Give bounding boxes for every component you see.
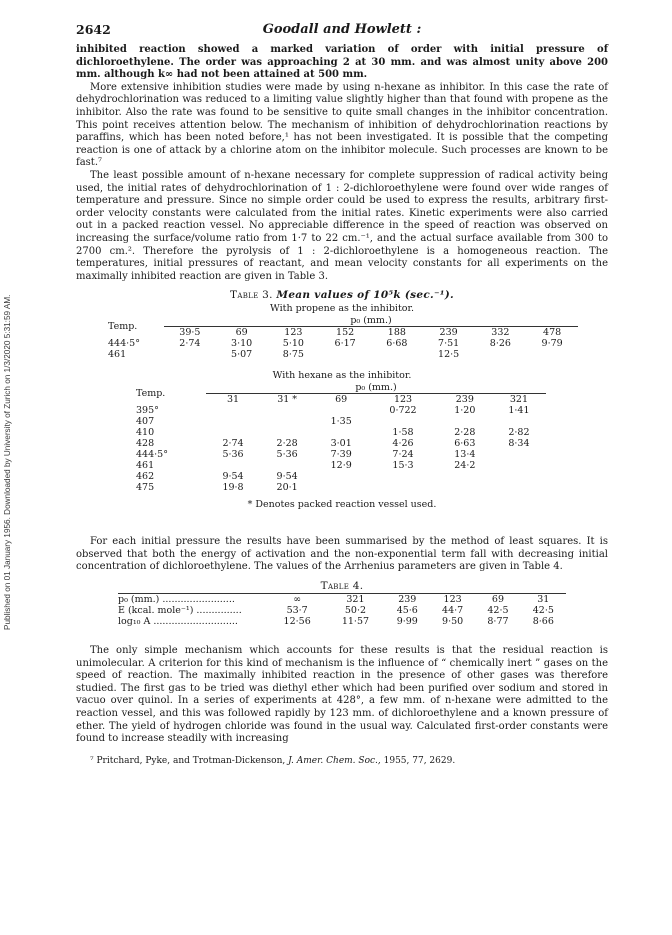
column-header: 321 — [509, 394, 528, 406]
table-4-name: Table 4. — [320, 580, 364, 593]
table-cell: 1·58 — [392, 427, 414, 439]
table-cell: 3·01 — [330, 438, 352, 450]
table-cell: 123 — [443, 594, 462, 606]
table-row — [136, 482, 546, 493]
table-3-description: Mean values of 10⁵k (sec.⁻¹). — [276, 289, 454, 302]
row-temperature: 410 — [136, 427, 155, 439]
table-cell: 9·79 — [541, 338, 563, 350]
table-cell: 20·1 — [276, 482, 298, 494]
table-3-caption — [76, 289, 608, 301]
table-cell: 12·5 — [438, 349, 460, 361]
paragraph-4: For each initial pressure the results have been summarised by the method of least squares. It is observed that both the energy of activation and the non-exponential term fall with decreasing initial concentration of dichloroethylene. The values of the Arrhenius parameters are given in Table 4. — [76, 536, 608, 573]
table-cell: 9·50 — [442, 616, 464, 628]
row-label: p₀ (mm.) ........................ — [118, 594, 235, 606]
table-3-name: Table 3. — [230, 289, 273, 302]
table-cell: 8·75 — [282, 349, 304, 361]
row-temperature: 462 — [136, 471, 155, 483]
table-cell: 6·17 — [334, 338, 356, 350]
table-cell — [319, 349, 371, 360]
footnote-journal: J. Amer. Chem. Soc., — [288, 755, 381, 766]
table-cell — [260, 416, 314, 427]
column-header: 31 * — [277, 394, 298, 406]
download-notice-text: Published on 01 January 1956. Downloaded by University of Zurich on 1/3/2020 5:31:59 AM. — [3, 294, 12, 630]
table-4 — [118, 593, 566, 627]
row-temperature: 444·5° — [136, 449, 168, 461]
table-cell: 8·34 — [508, 438, 530, 450]
table-3-hexane — [136, 382, 546, 493]
table-cell — [438, 482, 492, 493]
paper-page — [76, 22, 608, 766]
table-cell — [526, 349, 578, 360]
table-cell: 7·24 — [392, 449, 414, 461]
table-cell: 9·54 — [276, 471, 298, 483]
table-row — [118, 594, 566, 606]
table-3a-subtitle: With propene as the inhibitor. — [269, 303, 415, 315]
table-row — [136, 449, 546, 460]
table-cell — [492, 416, 546, 427]
table-cell — [206, 416, 260, 427]
column-header: 239 — [439, 327, 458, 339]
page-header — [76, 22, 608, 44]
table-cell: 239 — [398, 594, 417, 606]
table-cell: 5·10 — [282, 338, 304, 350]
table-cell — [314, 427, 368, 438]
table-cell — [475, 349, 527, 360]
table-cell: 15·3 — [392, 460, 414, 472]
table-cell: 12·9 — [330, 460, 352, 472]
column-header: 39·5 — [179, 327, 201, 339]
row-temperature: 428 — [136, 438, 155, 450]
table-cell — [206, 427, 260, 438]
table-row — [136, 460, 546, 471]
table-cell — [314, 482, 368, 493]
footnote-mark: ⁷ — [90, 755, 94, 766]
table-cell — [492, 471, 546, 482]
footnote-authors: Pritchard, Pyke, and Trotman-Dickenson, — [96, 755, 286, 766]
column-header: 69 — [235, 327, 248, 339]
table-cell — [492, 460, 546, 471]
footnote-ref: 1955, 77, 2629. — [383, 755, 456, 766]
table-cell: 4·26 — [392, 438, 414, 450]
table-cell — [371, 349, 423, 360]
table-cell: 19·8 — [222, 482, 244, 494]
table-cell — [438, 471, 492, 482]
table-cell — [492, 482, 546, 493]
table-cell — [206, 405, 260, 416]
temp-header: Temp. — [136, 388, 166, 400]
table-cell — [206, 460, 260, 471]
column-header: 188 — [387, 327, 406, 339]
column-header: 239 — [455, 394, 474, 406]
table-cell: 6·68 — [386, 338, 408, 350]
table-cell — [368, 416, 438, 427]
table-cell: 2·74 — [179, 338, 201, 350]
table-cell: 13·4 — [454, 449, 476, 461]
table-row — [136, 405, 546, 416]
table-cell: 7·39 — [330, 449, 352, 461]
row-temperature: 475 — [136, 482, 155, 494]
table-row — [108, 349, 578, 360]
table-cell: 53·7 — [286, 605, 308, 617]
table-cell: 8·66 — [532, 616, 554, 628]
column-header: 31 — [226, 394, 240, 406]
row-label: E (kcal. mole⁻¹) ............... — [118, 605, 242, 617]
table-cell — [492, 449, 546, 460]
table-cell: 31 — [537, 594, 550, 606]
table-cell: 5·36 — [276, 449, 298, 461]
column-header: 332 — [491, 327, 510, 339]
download-notice — [2, 150, 16, 630]
table-cell: 5·36 — [222, 449, 244, 461]
paragraph-1: inhibited reaction showed a marked variation of order with initial pressure of dichloroethylene. The order was approaching 2 at 30 mm. and was almost unity above 200 mm. although k∞ had not been attained at 500 mm. — [76, 44, 608, 81]
column-header: 123 — [393, 394, 413, 406]
table-cell: 321 — [346, 594, 365, 606]
table-cell: 8·26 — [489, 338, 511, 350]
table-cell: 42·5 — [487, 605, 509, 617]
table-row — [136, 438, 546, 449]
table-row — [136, 427, 546, 438]
table-cell: 7·51 — [438, 338, 460, 350]
pressure-header: p₀ (mm.) — [164, 315, 578, 327]
table-cell — [164, 349, 216, 360]
table-cell: ∞ — [293, 594, 302, 606]
table-cell — [368, 471, 438, 482]
table-cell: 11·57 — [341, 616, 370, 628]
temp-header: Temp. — [108, 321, 138, 333]
column-header: 152 — [336, 327, 355, 339]
table-cell: 3·10 — [231, 338, 253, 350]
table-3b-subtitle: With hexane as the inhibitor. — [272, 370, 412, 382]
table-cell: 2·74 — [222, 438, 244, 450]
table-cell: 5·07 — [231, 349, 253, 361]
pressure-header: p₀ (mm.) — [206, 382, 546, 394]
row-temperature: 461 — [108, 349, 127, 361]
column-header: 69 — [335, 394, 348, 406]
paragraph-5: The only simple mechanism which accounts for these results is that the residual reaction is unimolecular. A criterion for this kind of mechanism is the influence of “ chemically inert ” gases on the speed of reaction. The maximally inhibited reaction in the presence of other gases was therefore studied. The first gas to be tried was diethyl ether which had been purified over sodium and stored in vacuo over quinol. In a series of experiments at 428°, a few mm. of n-hexane were admitted to the reaction vessel, and this was followed rapidly by 123 mm. of dichloroethylene and a known pressure of ether. The yield of hydrogen chloride was found in the usual way. Calculated first-order constants were found to increase steadily with increasing — [76, 645, 608, 745]
table-cell: 69 — [491, 594, 504, 606]
table-3-propene — [108, 315, 578, 360]
table-cell: 0·722 — [389, 405, 417, 417]
table-3-footnote: * Denotes packed reaction vessel used. — [247, 499, 437, 511]
table-cell: 12·56 — [283, 616, 311, 628]
table-cell — [260, 427, 314, 438]
running-title: Goodall and Howlett : — [262, 22, 422, 37]
table-4-caption — [76, 580, 608, 592]
row-temperature: 444·5° — [108, 338, 140, 350]
paragraph-2: More extensive inhibition studies were made by using n-hexane as inhibitor. In this case the rate of dehydrochlorination was reduced to a limiting value slightly higher than that found with propene as the inhibitor. Also the rate was found to be sensitive to quite small changes in the inhibitor concentration. This point receives attention below. The mechanism of inhibition of dehydrochlorination reactions by paraffins, which has been noted before,¹ has not been investigated. It is possible that the competing reaction is one of attack by a chlorine atom on the inhibitor molecule. Such processes are known to be fast.⁷ — [76, 81, 608, 169]
table-cell: 24·2 — [454, 460, 476, 472]
table-cell: 42·5 — [532, 605, 554, 617]
table-cell — [260, 460, 314, 471]
table-cell — [438, 416, 492, 427]
table-cell: 50·2 — [344, 605, 367, 617]
table-row — [136, 471, 546, 482]
table-cell: 44·7 — [442, 605, 464, 617]
table-cell: 1·20 — [454, 405, 476, 417]
table-row — [118, 616, 566, 627]
table-cell: 2·28 — [454, 427, 476, 439]
footnote-7 — [76, 756, 608, 766]
row-temperature: 407 — [136, 416, 155, 428]
table-cell: 6·63 — [454, 438, 476, 450]
column-header: 123 — [284, 327, 303, 339]
table-row — [136, 416, 546, 427]
table-row — [118, 605, 566, 616]
table-cell: 1·35 — [330, 416, 352, 428]
table-cell — [368, 482, 438, 493]
table-cell: 9·54 — [222, 471, 244, 483]
table-cell: 9·99 — [396, 616, 418, 628]
row-temperature: 461 — [136, 460, 155, 472]
row-temperature: 395° — [136, 405, 159, 417]
column-header: 478 — [543, 327, 562, 339]
row-label: log₁₀ A ............................ — [118, 616, 238, 628]
table-cell: 45·6 — [396, 605, 418, 617]
table-cell: 8·77 — [487, 616, 509, 628]
table-row — [108, 338, 578, 349]
page-number: 2642 — [76, 22, 111, 37]
table-cell — [314, 471, 368, 482]
table-cell: 2·82 — [508, 427, 530, 439]
table-cell: 2·28 — [276, 438, 298, 450]
table-cell: 1·41 — [508, 405, 530, 417]
table-cell — [314, 405, 368, 416]
paragraph-3: The least possible amount of n-hexane necessary for complete suppression of radical activity being used, the initial rates of dehydrochlorination of 1 : 2-dichloroethylene were found over wide ranges of temperature and pressure. Since no simple order could be used to express the results, arbitrary first-order velocity constants were calculated from the initial rates. Kinetic experiments were also carried out in a packed reaction vessel. No appreciable difference in the speed of reaction was observed on increasing the surface/volume ratio from 1·7 to 22 cm.⁻¹, and the actual surface available from 300 to 2700 cm.². Therefore the pyrolysis of 1 : 2-dichloroethylene is a homogeneous reaction. The temperatures, initial pressures of reactant, and mean velocity constants for all experiments on the maximally inhibited reaction are given in Table 3. — [76, 169, 608, 282]
table-cell — [260, 405, 314, 416]
